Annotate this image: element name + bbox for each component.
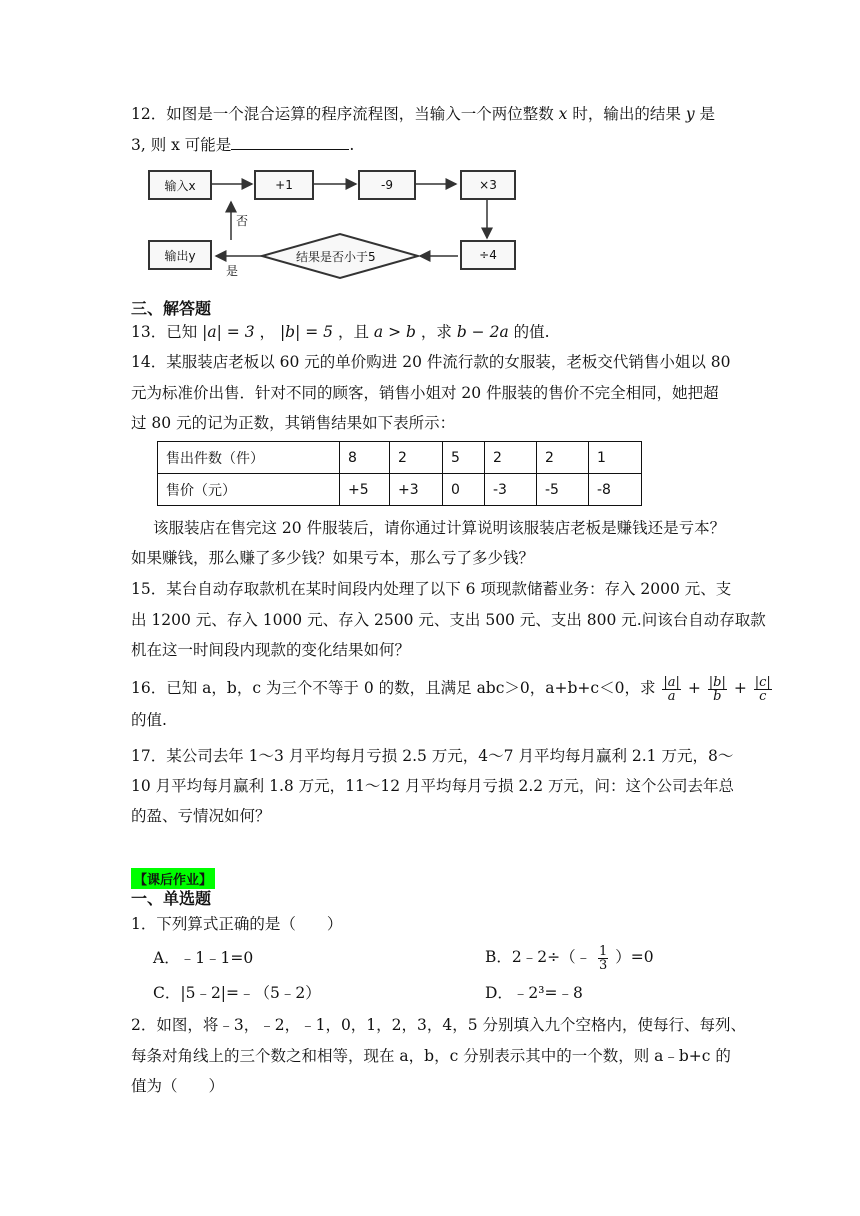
- plus1-box: +1: [254, 170, 314, 200]
- table-cell: 2: [537, 442, 589, 474]
- option-b: B．2﹣2÷（﹣ $\frac{1}{3}$ ）=0: [485, 943, 654, 973]
- table-cell: +3: [390, 474, 443, 506]
- table-cell: -3: [485, 474, 537, 506]
- flowchart: [144, 162, 520, 282]
- section-title: 一、单选题: [131, 889, 212, 908]
- hq2-line1: 2．如图，将﹣3，﹣2，﹣1，0，1，2，3，4，5 分别填入九个空格内，使每行、每列、: [131, 1016, 747, 1034]
- q14-line3: 过 80 元的记为正数，其销售结果如下表所示：: [131, 414, 456, 432]
- table-row: [158, 474, 642, 506]
- q17-line1: 17．某公司去年 1～3 月平均每月亏损 2.5 万元，4～7 月平均每月赢利 2.1 万元，8～: [131, 747, 734, 765]
- minus9-box: -9: [358, 170, 416, 200]
- table-cell: 0: [443, 474, 485, 506]
- section-title: 三、解答题: [131, 299, 212, 318]
- fraction: $\frac{|a|}{a}$: [663, 674, 680, 704]
- q12-line1: 12．如图是一个混合运算的程序流程图，当输入一个两位整数 x 时，输出的结果 y 是: [131, 105, 716, 123]
- table-cell: 1: [589, 442, 642, 474]
- q14-line2: 元为标准价出售．针对不同的顾客，销售小姐对 20 件服装的售价不完全相同，她把超: [131, 384, 719, 402]
- q17-line2: 10 月平均每月赢利 1.8 万元，11～12 月平均每月亏损 2.2 万元，问：这个公司去年总: [131, 777, 735, 795]
- q12-line2: 3, 则 x 可能是 .: [131, 136, 355, 154]
- q14-line4: 该服装店在售完这 20 件服装后，请你通过计算说明该服装店老板是赚钱还是亏本？: [153, 519, 726, 537]
- option-d: D．﹣2³=﹣8: [485, 984, 583, 1002]
- q15-line1: 15．某台自动存取款机在某时间段内处理了以下 6 项现款储蓄业务：存入 2000 元、支: [131, 580, 732, 598]
- fraction: $\frac{|c|}{c}$: [754, 674, 771, 704]
- table-cell: -5: [537, 474, 589, 506]
- times3-box: ×3: [460, 170, 516, 200]
- input-box: 输入x: [148, 170, 212, 200]
- yes-label: 是: [226, 264, 239, 278]
- q16-line2: 的值.: [131, 711, 167, 729]
- table-cell: 2: [390, 442, 443, 474]
- option-a: A．﹣1﹣1=0: [153, 949, 254, 967]
- q15-line2: 出 1200 元、存入 1000 元、存入 2500 元、支出 500 元、支出 800 元.问该台自动存取款: [131, 611, 766, 629]
- q17-line3: 的盈、亏情况如何？: [131, 807, 271, 825]
- q15-line3: 机在这一时间段内现款的变化结果如何？: [131, 641, 411, 659]
- no-label: 否: [236, 214, 249, 228]
- hq2-line2: 每条对角线上的三个数之和相等，现在 a，b，c 分别表示其中的一个数，则 a﹣b+c 的: [131, 1047, 731, 1065]
- table-cell: -8: [589, 474, 642, 506]
- fraction: $\frac{1}{3}$: [599, 943, 608, 973]
- sales-table: [157, 441, 642, 506]
- table-cell: +5: [340, 474, 390, 506]
- div4-box: ÷4: [460, 240, 516, 270]
- fraction: $\frac{|b|}{b}$: [708, 674, 726, 704]
- table-cell: 5: [443, 442, 485, 474]
- q16-line1: 16．已知 a，b，c 为三个不等于 0 的数，且满足 abc＞0，a+b+c＜0，求 $\frac{|a|}{a}$ + $\frac{|b|}{b}$ + $\frac{|c|}{c}$: [131, 674, 771, 704]
- table-cell: 8: [340, 442, 390, 474]
- table-row-label: 售价（元）: [158, 474, 340, 506]
- option-c: C．|5﹣2|=﹣（5﹣2）: [153, 984, 321, 1002]
- table-row-label: 售出件数（件）: [158, 442, 340, 474]
- table-row: [158, 442, 642, 474]
- table-cell: 2: [485, 442, 537, 474]
- q14-line5: 如果赚钱，那么赚了多少钱？如果亏本，那么亏了多少钱？: [131, 549, 535, 567]
- q14-line1: 14．某服装店老板以 60 元的单价购进 20 件流行款的女服装，老板交代销售小姐以 80: [131, 353, 731, 371]
- output-box: 输出y: [148, 240, 212, 270]
- decision-label: 结果是否小于5: [296, 250, 376, 264]
- q13-line: 13．已知 |a| = 3 ， |b| = 5 ，且 a > b ，求 b − 2a 的值.: [131, 323, 550, 341]
- hq1-stem: 1．下列算式正确的是（ ）: [131, 915, 343, 933]
- homework-badge: 【课后作业】: [131, 868, 215, 889]
- hq2-line3: 值为（ ）: [131, 1077, 225, 1095]
- answer-blank: [231, 135, 349, 150]
